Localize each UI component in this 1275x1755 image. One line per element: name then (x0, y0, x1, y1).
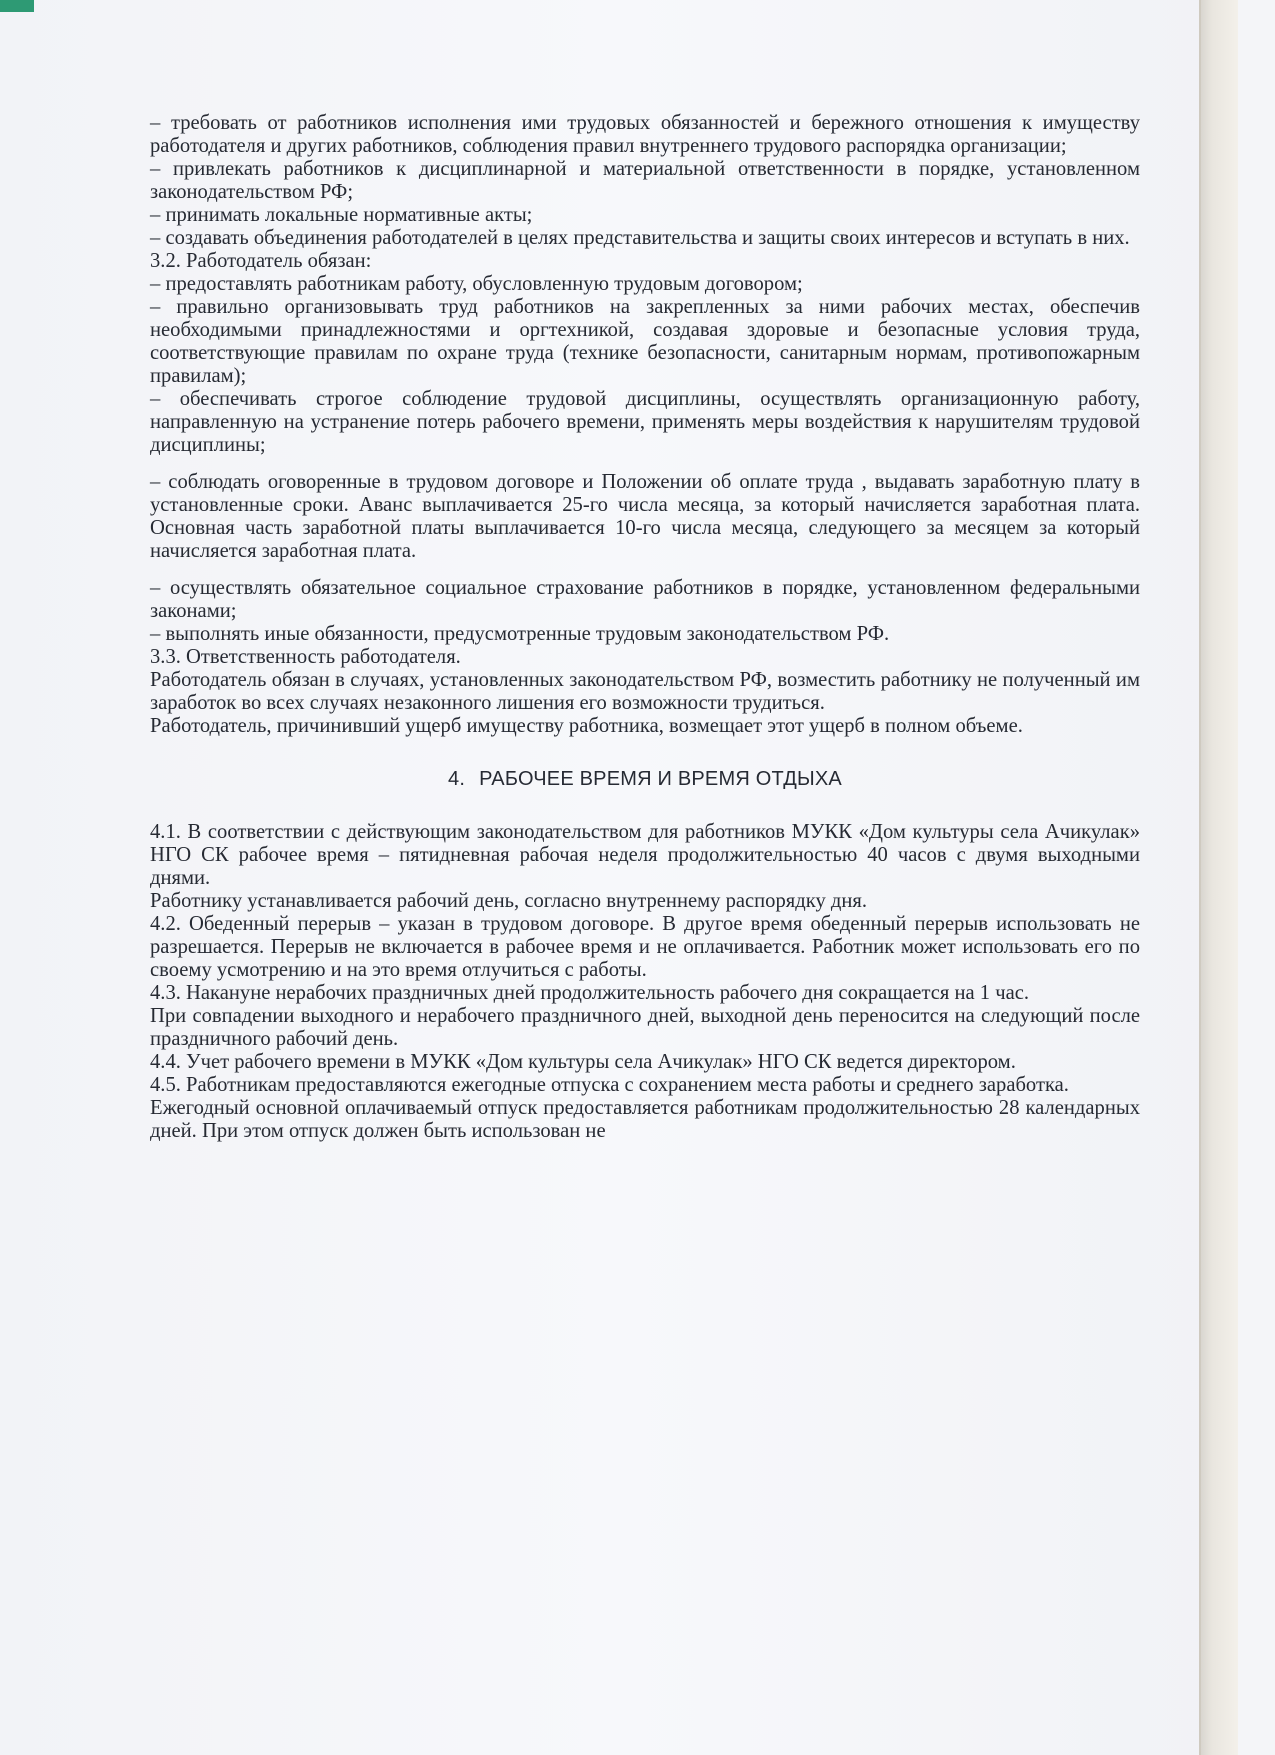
scan-corner-mark (0, 0, 34, 12)
paragraph: – обеспечивать строгое соблюдение трудовой дисциплины, осуществлять организационную работу, направленную на устранение потерь рабочего времени, применять меры воздействия к нарушителям трудовой дисциплины; (150, 388, 1140, 456)
document-body (150, 112, 1140, 1143)
paragraph: – принимать локальные нормативные акты; (150, 204, 533, 226)
paragraph: 3.3. Ответственность работодателя. (150, 646, 461, 668)
paragraph: 4.4. Учет рабочего времени в МУКК «Дом культуры села Ачикулак» НГО СК ведется директором. (150, 1051, 1016, 1073)
paragraph: 3.2. Работодатель обязан: (150, 250, 372, 272)
paragraph: При совпадении выходного и нерабочего праздничного дней, выходной день переносится на следующий после праздничного рабочий день. (150, 1005, 1140, 1050)
paragraph: 4.3. Накануне нерабочих праздничных дней продолжительность рабочего дня сокращается на 1 час. (150, 982, 1030, 1004)
paragraph: Работнику устанавливается рабочий день, согласно внутреннему распорядку дня. (150, 890, 868, 912)
employer-rights-list (150, 112, 1140, 457)
paragraph-gap (150, 457, 1140, 471)
paragraph: 4.5. Работникам предоставляются ежегодные отпуска с сохранением места работы и среднего заработка. (150, 1074, 1069, 1096)
section-heading (150, 768, 1140, 791)
working-time-section (150, 821, 1140, 1143)
employer-duties-list (150, 577, 1140, 738)
paragraph: – требовать от работников исполнения ими трудовых обязанностей и бережного отношения к имуществу работодателя и других работников, соблюдения правил внутреннего трудового распорядка организации; (150, 112, 1140, 157)
paragraph-gap (150, 563, 1140, 577)
paragraph: Работодатель обязан в случаях, установленных законодательством РФ, возместить работнику не полученный им заработок во всех случаях незаконного лишения его возможности трудиться. (150, 669, 1140, 714)
salary-payment-clause (150, 471, 1140, 563)
section-number: 4. (448, 768, 466, 790)
paragraph: – осуществлять обязательное социальное страхование работников в порядке, установленном федеральными законами; (150, 577, 1140, 622)
paragraph: – создавать объединения работодателей в целях представительства и защиты своих интересов и вступать в них. (150, 227, 1130, 249)
paragraph: – соблюдать оговоренные в трудовом договоре и Положении об оплате труда , выдавать заработную плату в установленные сроки. Аванс выплачивается 25-го числа месяца, за который начисляется заработная плата. Основная часть заработной платы выплачивается 10-го числа месяца, следующего за месяцем за который начисляется заработная плата. (150, 471, 1140, 562)
paragraph: 4.2. Обеденный перерыв – указан в трудовом договоре. В другое время обеденный перерыв использовать не разрешается. Перерыв не включается в рабочее время и не оплачивается. Работник может использовать его по своему усмотрению и на это время отлучиться с работы. (150, 913, 1140, 981)
paragraph: – привлекать работников к дисциплинарной и материальной ответственности в порядке, установленном законодательством РФ; (150, 158, 1140, 203)
paragraph: – предоставлять работникам работу, обусловленную трудовым договором; (150, 273, 803, 295)
paragraph: 4.1. В соответствии с действующим законодательством для работников МУКК «Дом культуры села Ачикулак» НГО СК рабочее время – пятидневная рабочая неделя продолжительностью 40 часов с двумя выходными днями. (150, 821, 1140, 889)
paper-edge (1199, 0, 1238, 1755)
paragraph: Работодатель, причинивший ущерб имуществу работника, возмещает этот ущерб в полном объеме. (150, 715, 1023, 737)
paragraph: Ежегодный основной оплачиваемый отпуск предоставляется работникам продолжительностью 28 календарных дней. При этом отпуск должен быть использован не (150, 1097, 1140, 1142)
section-title: РАБОЧЕЕ ВРЕМЯ И ВРЕМЯ ОТДЫХА (479, 768, 842, 790)
paragraph: – выполнять иные обязанности, предусмотренные трудовым законодательством РФ. (150, 623, 890, 645)
paragraph: – правильно организовывать труд работников на закрепленных за ними рабочих местах, обеспечив необходимыми принадлежностями и оргтехникой, создавая здоровые и безопасные условия труда, соответствующие правилам по охране труда (технике безопасности, санитарным нормам, противопожарным правилам); (150, 296, 1140, 387)
